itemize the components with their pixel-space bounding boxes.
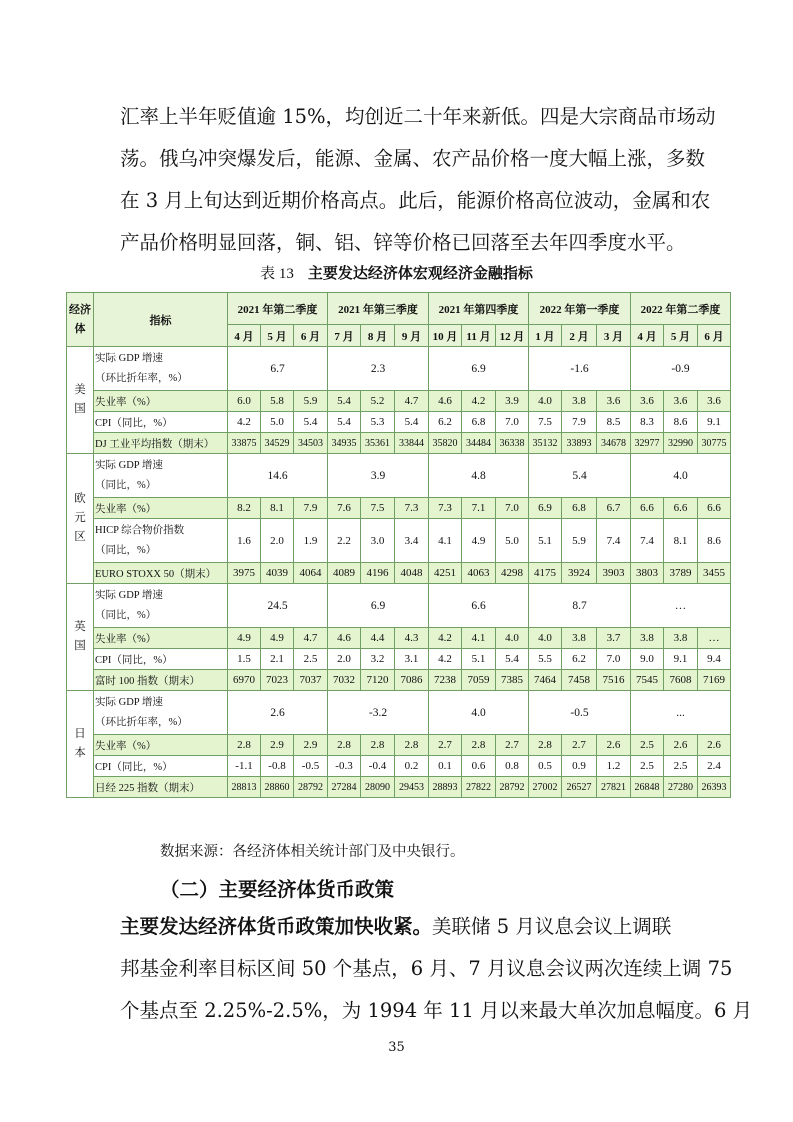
value-cell: 33893: [562, 433, 597, 454]
indicator-label-line: HICP 综合物价指数: [95, 524, 185, 536]
indicator-label-line: （环比折年率，%）: [95, 372, 188, 384]
indicator-table: [66, 292, 731, 798]
text-fragment: 美联储 5 月议息会议上调联: [432, 915, 672, 938]
value-cell: 4.9: [261, 628, 294, 649]
value-cell: 3803: [631, 563, 664, 584]
value-cell: 7.6: [328, 498, 361, 519]
value-cell: …: [698, 628, 731, 649]
value-cell: 4.3: [395, 628, 429, 649]
table-title: [0, 262, 793, 283]
value-cell: 7385: [496, 670, 529, 691]
value-cell: 5.0: [261, 412, 294, 433]
value-cell: 35820: [429, 433, 462, 454]
value-cell: 2.8: [462, 735, 496, 756]
value-cell: 4064: [294, 563, 328, 584]
text-line: 汇率上半年贬值逾 15%，均创近二十年来新低。四是大宗商品市场动: [120, 105, 716, 128]
table-row: [67, 649, 731, 670]
value-cell: 3.8: [562, 628, 597, 649]
value-cell: 28792: [294, 777, 328, 798]
indicator-label: CPI（同比，%）: [94, 756, 228, 777]
value-cell: 36338: [496, 433, 529, 454]
value-cell: 7.0: [496, 498, 529, 519]
header-month: 2 月: [562, 325, 597, 347]
gdp-value-cell: 6.6: [429, 584, 529, 628]
value-cell: 30775: [698, 433, 731, 454]
value-cell: 2.6: [664, 735, 698, 756]
country-name: 英国: [67, 584, 94, 691]
value-cell: 3.8: [664, 628, 698, 649]
value-cell: 4063: [462, 563, 496, 584]
value-cell: 7.9: [562, 412, 597, 433]
value-cell: 6.8: [562, 498, 597, 519]
value-cell: 4.2: [429, 628, 462, 649]
value-cell: 1.2: [597, 756, 631, 777]
value-cell: 1.9: [294, 519, 328, 563]
value-cell: 26393: [698, 777, 731, 798]
value-cell: 5.1: [529, 519, 562, 563]
value-cell: 3.4: [395, 519, 429, 563]
value-cell: 4.0: [496, 628, 529, 649]
value-cell: 0.9: [562, 756, 597, 777]
value-cell: 34503: [294, 433, 328, 454]
header-month: 4 月: [631, 325, 664, 347]
table-row: [67, 412, 731, 433]
value-cell: 2.2: [328, 519, 361, 563]
value-cell: 34935: [328, 433, 361, 454]
value-cell: 4.7: [395, 391, 429, 412]
gdp-value-cell: -0.5: [529, 691, 631, 735]
value-cell: 3.9: [496, 391, 529, 412]
value-cell: 3.6: [698, 391, 731, 412]
value-cell: 4.0: [529, 628, 562, 649]
value-cell: 32977: [631, 433, 664, 454]
header-month: 5 月: [261, 325, 294, 347]
gdp-value-cell: 8.7: [529, 584, 631, 628]
value-cell: 34678: [597, 433, 631, 454]
table-row: [67, 670, 731, 691]
value-cell: 9.4: [698, 649, 731, 670]
value-cell: 35132: [529, 433, 562, 454]
value-cell: 32990: [664, 433, 698, 454]
value-cell: 2.9: [261, 735, 294, 756]
value-cell: 33875: [228, 433, 261, 454]
indicator-label: 日经 225 指数（期末）: [94, 777, 228, 798]
indicator-label: 失业率（%）: [94, 735, 228, 756]
value-cell: 4.2: [429, 649, 462, 670]
value-cell: 0.6: [462, 756, 496, 777]
value-cell: 4.1: [462, 628, 496, 649]
indicator-label-line: （环比折年率，%）: [95, 716, 188, 728]
value-cell: -1.1: [228, 756, 261, 777]
gdp-value-cell: 6.9: [429, 347, 529, 391]
value-cell: 2.8: [361, 735, 395, 756]
value-cell: -0.4: [361, 756, 395, 777]
value-cell: 7.0: [597, 649, 631, 670]
value-cell: 4.9: [462, 519, 496, 563]
table-row: [67, 735, 731, 756]
indicator-label: [94, 691, 228, 735]
value-cell: 5.9: [562, 519, 597, 563]
value-cell: 5.2: [361, 391, 395, 412]
header-quarter: 2021 年第三季度: [328, 293, 429, 325]
header-row-quarters: [67, 293, 731, 325]
value-cell: 5.4: [328, 391, 361, 412]
value-cell: 27822: [462, 777, 496, 798]
gdp-value-cell: 24.5: [228, 584, 328, 628]
value-cell: 4039: [261, 563, 294, 584]
value-cell: 2.8: [328, 735, 361, 756]
country-name: 美国: [67, 347, 94, 454]
table-row: [67, 454, 731, 498]
value-cell: 28893: [429, 777, 462, 798]
indicator-label: 富时 100 指数（期末）: [94, 670, 228, 691]
header-month: 7 月: [328, 325, 361, 347]
intro-paragraph: [120, 96, 716, 264]
value-cell: 0.1: [429, 756, 462, 777]
value-cell: 4.7: [294, 628, 328, 649]
indicator-label: EURO STOXX 50（期末）: [94, 563, 228, 584]
header-indicator: 指标: [94, 293, 228, 347]
table-caption: 主要发达经济体宏观经济金融指标: [307, 264, 533, 282]
value-cell: 7608: [664, 670, 698, 691]
value-cell: 4.6: [429, 391, 462, 412]
header-month: 6 月: [698, 325, 731, 347]
value-cell: 7.0: [496, 412, 529, 433]
value-cell: 4298: [496, 563, 529, 584]
value-cell: 3.8: [562, 391, 597, 412]
value-cell: 2.1: [261, 649, 294, 670]
table-row: [67, 433, 731, 454]
value-cell: 7032: [328, 670, 361, 691]
value-cell: 26527: [562, 777, 597, 798]
value-cell: 9.0: [631, 649, 664, 670]
value-cell: 2.7: [496, 735, 529, 756]
value-cell: 5.4: [328, 412, 361, 433]
value-cell: 4.1: [429, 519, 462, 563]
header-economy: 经济体: [67, 293, 94, 347]
value-cell: 4.2: [228, 412, 261, 433]
indicator-label-line: 实际 GDP 增速: [95, 459, 163, 471]
value-cell: 3.6: [664, 391, 698, 412]
value-cell: 2.5: [631, 756, 664, 777]
value-cell: 8.2: [228, 498, 261, 519]
value-cell: 2.4: [698, 756, 731, 777]
text-line: 荡。俄乌冲突爆发后，能源、金属、农产品价格一度大幅上涨，多数: [120, 147, 706, 170]
table-row: [67, 777, 731, 798]
value-cell: 5.5: [529, 649, 562, 670]
value-cell: 8.3: [631, 412, 664, 433]
value-cell: 7037: [294, 670, 328, 691]
gdp-value-cell: 14.6: [228, 454, 328, 498]
indicator-label: 失业率（%）: [94, 498, 228, 519]
value-cell: 7.5: [361, 498, 395, 519]
text-line: 产品价格明显回落，铜、铝、锌等价格已回落至去年四季度水平。: [120, 231, 686, 254]
value-cell: 7.9: [294, 498, 328, 519]
value-cell: 4.6: [328, 628, 361, 649]
value-cell: 4048: [395, 563, 429, 584]
value-cell: 6.6: [631, 498, 664, 519]
value-cell: 7086: [395, 670, 429, 691]
value-cell: 3.0: [361, 519, 395, 563]
value-cell: 5.4: [496, 649, 529, 670]
gdp-value-cell: 5.4: [529, 454, 631, 498]
value-cell: 6.6: [698, 498, 731, 519]
value-cell: 7059: [462, 670, 496, 691]
table-row: [67, 391, 731, 412]
gdp-value-cell: 2.6: [228, 691, 328, 735]
gdp-value-cell: ...: [631, 691, 731, 735]
value-cell: -0.5: [294, 756, 328, 777]
value-cell: 7.4: [631, 519, 664, 563]
value-cell: 4.4: [361, 628, 395, 649]
header-month: 5 月: [664, 325, 698, 347]
value-cell: 7238: [429, 670, 462, 691]
value-cell: 9.1: [698, 412, 731, 433]
gdp-value-cell: 4.0: [429, 691, 529, 735]
value-cell: 2.6: [597, 735, 631, 756]
country-name: 欧元区: [67, 454, 94, 584]
value-cell: 7464: [529, 670, 562, 691]
value-cell: 2.5: [631, 735, 664, 756]
data-source-note: 数据来源：各经济体相关统计部门及中央银行。: [160, 844, 465, 860]
value-cell: 34529: [261, 433, 294, 454]
value-cell: 7.3: [395, 498, 429, 519]
value-cell: 9.1: [664, 649, 698, 670]
lead-sentence: 主要发达经济体货币政策加快收紧。: [120, 915, 433, 938]
value-cell: 4.0: [529, 391, 562, 412]
text-line: [120, 906, 685, 948]
value-cell: 3924: [562, 563, 597, 584]
gdp-value-cell: 4.0: [631, 454, 731, 498]
table-row: [67, 628, 731, 649]
value-cell: 2.8: [228, 735, 261, 756]
value-cell: 5.3: [361, 412, 395, 433]
value-cell: 2.5: [664, 756, 698, 777]
value-cell: 28813: [228, 777, 261, 798]
indicator-label: [94, 584, 228, 628]
header-month: 3 月: [597, 325, 631, 347]
table-row: [67, 584, 731, 628]
indicator-label: CPI（同比，%）: [94, 649, 228, 670]
value-cell: 2.9: [294, 735, 328, 756]
value-cell: 34484: [462, 433, 496, 454]
value-cell: 4175: [529, 563, 562, 584]
value-cell: 8.5: [597, 412, 631, 433]
value-cell: 7458: [562, 670, 597, 691]
value-cell: 7023: [261, 670, 294, 691]
value-cell: 3.2: [361, 649, 395, 670]
value-cell: 27002: [529, 777, 562, 798]
text-line: 邦基金利率目标区间 50 个基点，6 月、7 月议息会议两次连续上调 75: [120, 957, 733, 980]
section-heading: （二）主要经济体货币政策: [160, 878, 395, 901]
value-cell: 35361: [361, 433, 395, 454]
value-cell: 4.2: [462, 391, 496, 412]
table-row: [67, 519, 731, 563]
indicator-label-line: 实际 GDP 增速: [95, 589, 163, 601]
indicator-label-line: （同比，%）: [95, 609, 157, 621]
header-quarter: 2022 年第一季度: [529, 293, 631, 325]
value-cell: 3975: [228, 563, 261, 584]
value-cell: 6.8: [462, 412, 496, 433]
header-month: 4 月: [228, 325, 261, 347]
value-cell: 3.6: [597, 391, 631, 412]
header-quarter: 2021 年第二季度: [228, 293, 328, 325]
table-number: 表 13: [260, 266, 294, 282]
header-month: 9 月: [395, 325, 429, 347]
text-line: 个基点至 2.25%-2.5%，为 1994 年 11 月以来最大单次加息幅度。6 月: [120, 999, 753, 1022]
value-cell: 3.6: [631, 391, 664, 412]
indicator-label: 失业率（%）: [94, 628, 228, 649]
header-month: 1 月: [529, 325, 562, 347]
value-cell: 26848: [631, 777, 664, 798]
indicator-label: 失业率（%）: [94, 391, 228, 412]
value-cell: 8.1: [664, 519, 698, 563]
value-cell: 7169: [698, 670, 731, 691]
value-cell: -0.8: [261, 756, 294, 777]
value-cell: 8.1: [261, 498, 294, 519]
gdp-value-cell: -1.6: [529, 347, 631, 391]
value-cell: 3789: [664, 563, 698, 584]
value-cell: 2.7: [429, 735, 462, 756]
value-cell: 5.4: [294, 412, 328, 433]
value-cell: 29453: [395, 777, 429, 798]
table-row: [67, 498, 731, 519]
value-cell: 5.9: [294, 391, 328, 412]
header-month: 12 月: [496, 325, 529, 347]
value-cell: 5.1: [462, 649, 496, 670]
gdp-value-cell: 6.9: [328, 584, 429, 628]
value-cell: 8.6: [664, 412, 698, 433]
value-cell: 3455: [698, 563, 731, 584]
value-cell: 3.8: [631, 628, 664, 649]
value-cell: 4.9: [228, 628, 261, 649]
value-cell: 6.2: [562, 649, 597, 670]
table-row: [67, 563, 731, 584]
text-line: 在 3 月上旬达到近期价格高点。此后，能源价格高位波动，金属和农: [120, 189, 711, 212]
header-month: 10 月: [429, 325, 462, 347]
value-cell: 0.8: [496, 756, 529, 777]
gdp-value-cell: -3.2: [328, 691, 429, 735]
value-cell: 0.2: [395, 756, 429, 777]
value-cell: 27284: [328, 777, 361, 798]
value-cell: 6.0: [228, 391, 261, 412]
page-number: 35: [388, 1040, 405, 1055]
value-cell: 27280: [664, 777, 698, 798]
country-name: 日本: [67, 691, 94, 798]
value-cell: 4089: [328, 563, 361, 584]
gdp-value-cell: 2.3: [328, 347, 429, 391]
header-month: 6 月: [294, 325, 328, 347]
value-cell: 6.2: [429, 412, 462, 433]
gdp-value-cell: 4.8: [429, 454, 529, 498]
value-cell: 3.1: [395, 649, 429, 670]
policy-paragraph: [120, 906, 753, 1032]
value-cell: 7.5: [529, 412, 562, 433]
value-cell: 2.0: [328, 649, 361, 670]
indicator-label: [94, 454, 228, 498]
indicator-label: DJ 工业平均指数（期末）: [94, 433, 228, 454]
value-cell: -0.3: [328, 756, 361, 777]
indicator-label: CPI（同比，%）: [94, 412, 228, 433]
value-cell: 6.7: [597, 498, 631, 519]
value-cell: 3903: [597, 563, 631, 584]
value-cell: 27821: [597, 777, 631, 798]
value-cell: 6.6: [664, 498, 698, 519]
gdp-value-cell: -0.9: [631, 347, 731, 391]
value-cell: 8.6: [698, 519, 731, 563]
value-cell: 2.0: [261, 519, 294, 563]
value-cell: 7120: [361, 670, 395, 691]
indicator-label-line: 实际 GDP 增速: [95, 696, 163, 708]
value-cell: 5.8: [261, 391, 294, 412]
indicator-label: [94, 519, 228, 563]
value-cell: 3.7: [597, 628, 631, 649]
gdp-value-cell: 6.7: [228, 347, 328, 391]
table-row: [67, 347, 731, 391]
value-cell: 5.4: [395, 412, 429, 433]
table-row: [67, 691, 731, 735]
value-cell: 28792: [496, 777, 529, 798]
header-month: 11 月: [462, 325, 496, 347]
value-cell: 1.5: [228, 649, 261, 670]
value-cell: 7.1: [462, 498, 496, 519]
value-cell: 4196: [361, 563, 395, 584]
value-cell: 2.7: [562, 735, 597, 756]
value-cell: 5.0: [496, 519, 529, 563]
table-row: [67, 756, 731, 777]
value-cell: 1.6: [228, 519, 261, 563]
value-cell: 28090: [361, 777, 395, 798]
value-cell: 33844: [395, 433, 429, 454]
header-quarter: 2021 年第四季度: [429, 293, 529, 325]
value-cell: 2.8: [529, 735, 562, 756]
value-cell: 7516: [597, 670, 631, 691]
indicator-label-line: （同比，%）: [95, 544, 157, 556]
indicator-label-line: 实际 GDP 增速: [95, 352, 163, 364]
value-cell: 6970: [228, 670, 261, 691]
gdp-value-cell: 3.9: [328, 454, 429, 498]
value-cell: 7.4: [597, 519, 631, 563]
value-cell: 2.6: [698, 735, 731, 756]
header-month: 8 月: [361, 325, 395, 347]
indicator-label-line: （同比，%）: [95, 479, 157, 491]
value-cell: 7545: [631, 670, 664, 691]
value-cell: 6.9: [529, 498, 562, 519]
value-cell: 2.5: [294, 649, 328, 670]
value-cell: 28860: [261, 777, 294, 798]
indicator-label: [94, 347, 228, 391]
value-cell: 2.8: [395, 735, 429, 756]
value-cell: 7.3: [429, 498, 462, 519]
header-quarter: 2022 年第二季度: [631, 293, 731, 325]
gdp-value-cell: …: [631, 584, 731, 628]
value-cell: 4251: [429, 563, 462, 584]
value-cell: 0.5: [529, 756, 562, 777]
